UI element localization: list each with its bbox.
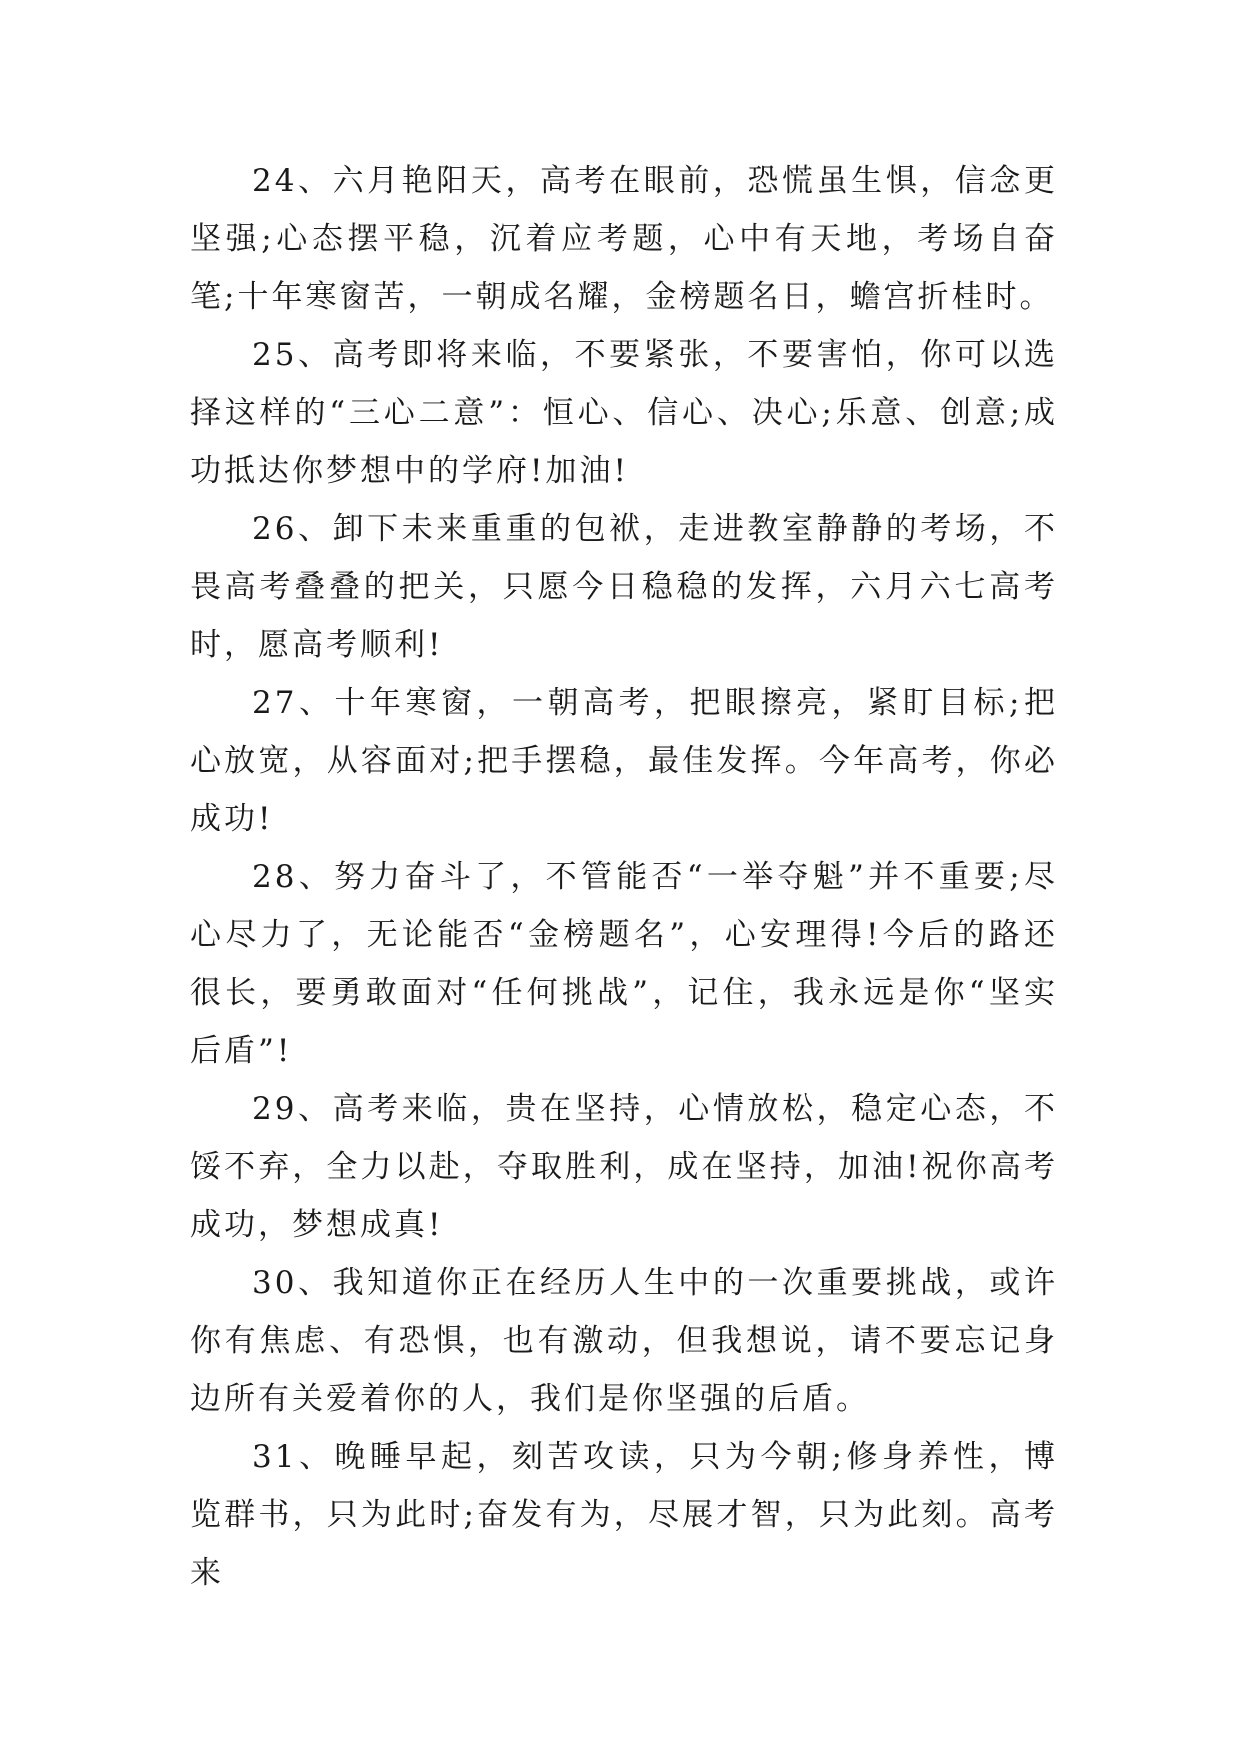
paragraph-27: 27、十年寒窗，一朝高考，把眼擦亮，紧盯目标;把心放宽，从容面对;把手摆稳，最佳发挥。今年高考，你必成功! xyxy=(190,685,1058,837)
paragraph-31: 31、晚睡早起，刻苦攻读，只为今朝;修身养性，博览群书，只为此时;奋发有为，尽展才智，只为此刻。高考来 xyxy=(190,1439,1058,1591)
paragraph-30: 30、我知道你正在经历人生中的一次重要挑战，或许你有焦虑、有恐惧，也有激动，但我想说，请不要忘记身边所有关爱着你的人，我们是你坚强的后盾。 xyxy=(190,1265,1058,1417)
paragraph-29: 29、高考来临，贵在坚持，心情放松，稳定心态，不馁不弃，全力以赴，夺取胜利，成在坚持，加油!祝你高考成功，梦想成真! xyxy=(190,1091,1058,1243)
paragraph-26: 26、卸下未来重重的包袱，走进教室静静的考场，不畏高考叠叠的把关，只愿今日稳稳的发挥，六月六七高考时，愿高考顺利! xyxy=(190,511,1058,663)
paragraph-28: 28、努力奋斗了，不管能否“一举夺魁”并不重要;尽心尽力了，无论能否“金榜题名”，心安理得!今后的路还很长，要勇敢面对“任何挑战”，记住，我永远是你“坚实后盾”! xyxy=(190,859,1058,1069)
paragraph-24: 24、六月艳阳天，高考在眼前，恐慌虽生惧，信念更坚强;心态摆平稳，沉着应考题，心中有天地，考场自奋笔;十年寒窗苦，一朝成名耀，金榜题名日，蟾宫折桂时。 xyxy=(190,163,1058,315)
document-body xyxy=(190,152,1058,1602)
paragraph-25: 25、高考即将来临，不要紧张，不要害怕，你可以选择这样的“三心二意”：恒心、信心、决心;乐意、创意;成功抵达你梦想中的学府!加油! xyxy=(190,337,1058,489)
